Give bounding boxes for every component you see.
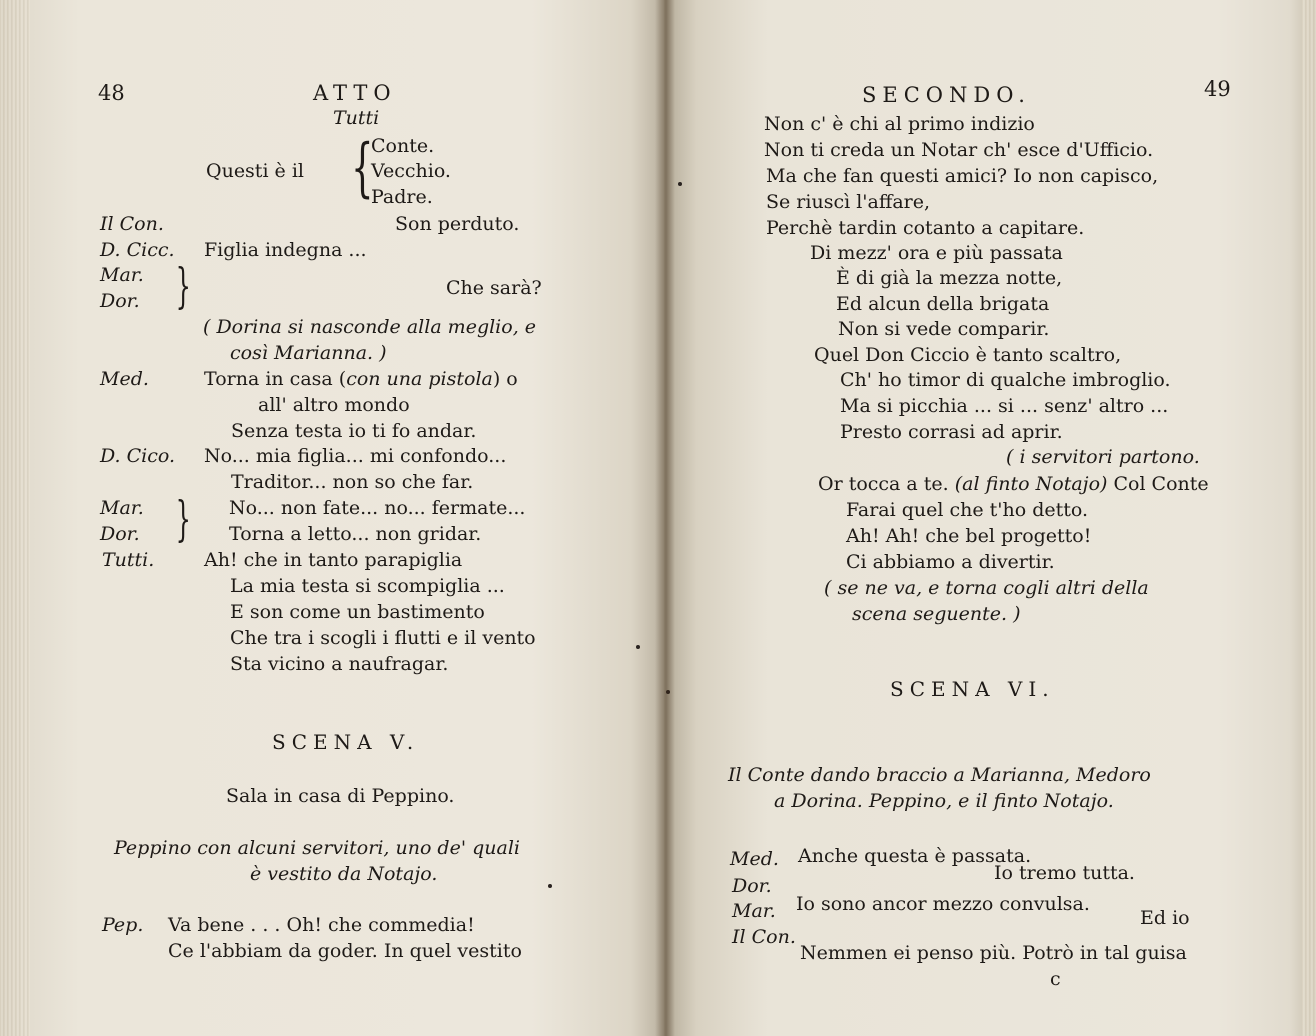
line-part: Torna in casa ( bbox=[204, 368, 347, 390]
right-page bbox=[664, 0, 1316, 1036]
speaker: Dor. bbox=[100, 290, 140, 312]
line-text: Anche questa è passata. bbox=[798, 845, 1032, 867]
line-text: Torna a letto... non gridar. bbox=[229, 523, 482, 545]
line-text: Ch' ho timor di qualche imbroglio. bbox=[840, 369, 1171, 391]
scene-cast: Il Conte dando braccio a Marianna, Medoro bbox=[728, 764, 1151, 786]
speaker: Il Con. bbox=[732, 926, 796, 948]
line-text: Senza testa io ti fo andar. bbox=[231, 420, 477, 442]
stage-direction: Peppino con alcuni servitori, uno de' quali bbox=[114, 837, 520, 859]
scene-heading: SCENA VI. bbox=[890, 677, 1055, 701]
line-text: Se riuscì l'affare, bbox=[766, 191, 931, 213]
tutti-heading: Tutti bbox=[333, 107, 380, 129]
speaker: Med. bbox=[730, 848, 779, 870]
page-number: 49 bbox=[1204, 77, 1231, 101]
line-text: Ed alcun della brigata bbox=[836, 293, 1050, 315]
questi-item: Vecchio. bbox=[371, 160, 451, 182]
brace-glyph: } bbox=[175, 491, 191, 547]
line-text: Non c' è chi al primo indizio bbox=[764, 113, 1035, 135]
line-text: Ma che fan questi amici? Io non capisco, bbox=[766, 165, 1159, 187]
speaker: Tutti. bbox=[102, 549, 155, 571]
running-head: ATTO bbox=[313, 81, 397, 105]
line-text: Son perduto. bbox=[395, 213, 520, 235]
line-text bbox=[818, 473, 1209, 495]
line-text: Ah! che in tanto parapiglia bbox=[204, 549, 463, 571]
line-text: Io sono ancor mezzo convulsa. bbox=[796, 893, 1090, 915]
page-edges bbox=[0, 0, 30, 1036]
stage-direction: ( i servitori partono. bbox=[1006, 446, 1200, 468]
scene-heading: SCENA V. bbox=[272, 730, 420, 754]
page-number: 48 bbox=[98, 81, 125, 105]
speaker: Dor. bbox=[100, 523, 140, 545]
line-part: con una pistola bbox=[346, 368, 493, 390]
ink-speck bbox=[636, 645, 640, 649]
speaker: Dor. bbox=[732, 875, 772, 897]
line-text: Non si vede comparir. bbox=[838, 318, 1050, 340]
line-text: Nemmen ei penso più. Potrò in tal guisa bbox=[800, 942, 1187, 964]
line-text: Che sarà? bbox=[446, 277, 542, 299]
line-text: Che tra i scogli i flutti e il vento bbox=[230, 627, 536, 649]
speaker: D. Cico. bbox=[100, 445, 176, 467]
line-part: ) o bbox=[492, 368, 518, 390]
speaker: D. Cicc. bbox=[100, 239, 175, 261]
ink-speck bbox=[548, 884, 552, 888]
stage-direction: è vestito da Notajo. bbox=[250, 863, 438, 885]
line-text: Ah! Ah! che bel progetto! bbox=[846, 525, 1092, 547]
speaker: Mar. bbox=[732, 900, 776, 922]
line-text: Figlia indegna ... bbox=[204, 239, 367, 261]
line-text: all' altro mondo bbox=[258, 394, 410, 416]
line-text: Farai quel che t'ho detto. bbox=[846, 499, 1089, 521]
stage-direction: ( Dorina si nasconde alla meglio, e bbox=[203, 316, 537, 338]
line-text: Traditor... non so che far. bbox=[231, 471, 474, 493]
scene-setting: Sala in casa di Peppino. bbox=[226, 785, 455, 807]
speaker: Mar. bbox=[100, 497, 144, 519]
line-part: Col Conte bbox=[1113, 473, 1209, 495]
line-text: Va bene . . . Oh! che commedia! bbox=[168, 914, 475, 936]
ink-speck bbox=[678, 182, 682, 186]
speaker: Pep. bbox=[102, 914, 144, 936]
line-text: Io tremo tutta. bbox=[994, 862, 1135, 884]
line-text: Perchè tardin cotanto a capitare. bbox=[766, 217, 1085, 239]
line-text: Ma si picchia ... si ... senz' altro ... bbox=[840, 395, 1169, 417]
stage-direction: così Marianna. ) bbox=[230, 342, 387, 364]
scene-cast: a Dorina. Peppino, e il finto Notajo. bbox=[774, 790, 1114, 812]
line-text: E son come un bastimento bbox=[230, 601, 485, 623]
running-head: SECONDO. bbox=[862, 83, 1031, 107]
line-text: No... mia figlia... mi confondo... bbox=[204, 445, 507, 467]
line-text: Quel Don Ciccio è tanto scaltro, bbox=[814, 344, 1122, 366]
brace-glyph: { bbox=[351, 131, 374, 205]
speaker: Il Con. bbox=[100, 213, 164, 235]
line-text: No... non fate... no... fermate... bbox=[229, 497, 526, 519]
book-gutter bbox=[655, 0, 675, 1036]
line-text: Sta vicino a naufragar. bbox=[230, 653, 449, 675]
speaker: Mar. bbox=[100, 264, 144, 286]
page-edges bbox=[1302, 0, 1316, 1036]
signature-mark: c bbox=[1050, 968, 1061, 990]
speaker: Med. bbox=[100, 368, 149, 390]
line-text: Presto corrasi ad aprir. bbox=[840, 421, 1063, 443]
line-text: Ci abbiamo a divertir. bbox=[846, 551, 1055, 573]
questi-item: Conte. bbox=[371, 135, 435, 157]
questi-prefix: Questi è il bbox=[206, 160, 304, 182]
brace-glyph: } bbox=[175, 258, 191, 314]
line-text bbox=[204, 368, 518, 390]
line-text: Di mezz' ora e più passata bbox=[810, 242, 1063, 264]
line-text: Non ti creda un Notar ch' esce d'Ufficio. bbox=[764, 139, 1154, 161]
line-text: Ce l'abbiam da goder. In quel vestito bbox=[168, 940, 522, 962]
line-text: È di già la mezza notte, bbox=[836, 267, 1063, 289]
line-part: (al finto Notajo) bbox=[954, 473, 1108, 495]
questi-item: Padre. bbox=[371, 186, 433, 208]
stage-direction: scena seguente. ) bbox=[852, 603, 1021, 625]
line-text: Ed io bbox=[1140, 907, 1190, 929]
line-part: Or tocca a te. bbox=[818, 473, 949, 495]
stage-direction: ( se ne va, e torna cogli altri della bbox=[824, 577, 1149, 599]
line-text: La mia testa si scompiglia ... bbox=[230, 575, 505, 597]
